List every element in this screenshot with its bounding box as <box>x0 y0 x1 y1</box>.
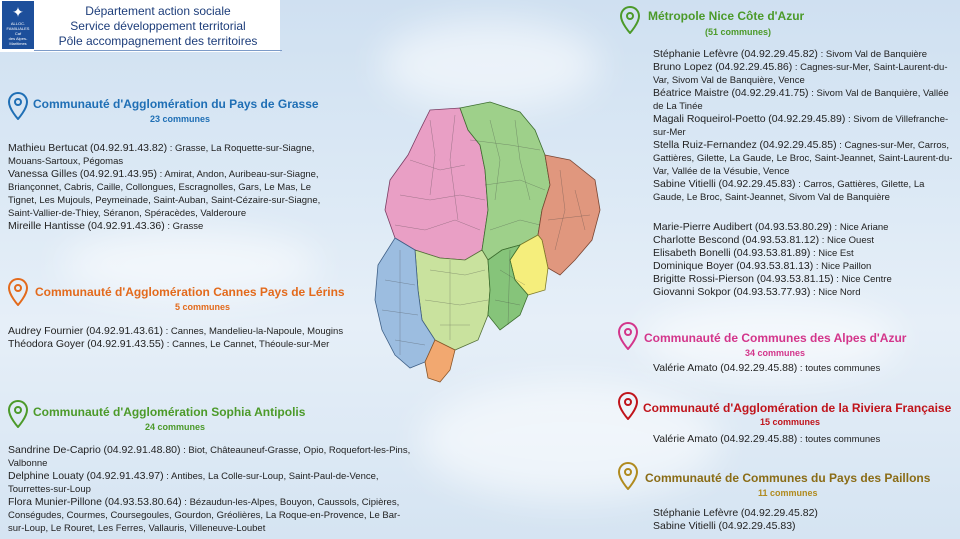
contact-phone: (04.92.91.48.80) <box>103 444 181 456</box>
contact-list <box>8 142 340 233</box>
contact-list-nice <box>653 221 953 299</box>
contact-list <box>653 362 953 375</box>
contact-name: Brigitte Rossi-Pierson <box>653 273 754 285</box>
contact-name: Valérie Amato <box>653 362 718 374</box>
contact-communes: : Biot, Châteauneuf-Grasse, Opio, Roquefort-les-Pins, Valbonne <box>8 445 411 469</box>
contact-name: Flora Munier-Pillone <box>8 496 102 508</box>
location-pin-icon <box>618 462 638 490</box>
contact-phone: (04.93.53.81.89) <box>733 247 811 259</box>
contact-communes: : Cannes, Le Cannet, Théoule-sur-Mer <box>164 339 330 350</box>
contact-communes: : Grasse, La Roquette-sur-Siagne, Mouans-Sartoux, Pégomas <box>8 143 315 167</box>
contact-communes: : Cagnes-sur-Mer, Saint-Laurent-du-Var, Sivom Val de Banquière, Vence <box>653 62 948 86</box>
contact-entry <box>653 139 953 178</box>
contact-phone: (04.92.29.45.85) <box>759 139 837 151</box>
contact-communes: : Nice Centre <box>833 274 892 285</box>
header-divider <box>34 50 282 51</box>
header <box>0 0 280 52</box>
contact-name: Stéphanie Lefèvre <box>653 507 739 519</box>
contact-entry <box>653 87 953 113</box>
contact-entry <box>653 221 953 234</box>
contact-name: Stéphanie Lefèvre <box>653 48 739 60</box>
contact-phone: (04.92.91.43.36) <box>87 220 165 232</box>
contact-entry <box>8 168 340 220</box>
contact-name: Mireille Hantisse <box>8 220 86 232</box>
contact-phone: (04.92.91.43.82) <box>90 142 168 154</box>
logo-text: ALLOC. FAMILIALES Caf des Alpes-Maritimes <box>6 21 30 46</box>
contact-list <box>8 444 413 535</box>
contact-name: Sandrine De-Caprio <box>8 444 101 456</box>
contact-communes: : Grasse <box>164 221 204 232</box>
contact-communes: : Cagnes-sur-Mer, Carros, Gattières, Gilette, La Gaude, Le Broc, Saint-Jeannet, Saint-Laurent-du-Var, Vallée de la Vésubie, Vence <box>653 140 953 177</box>
caf-logo <box>2 1 34 49</box>
contact-entry <box>653 48 953 61</box>
contact-entry <box>653 234 953 247</box>
contact-list <box>653 48 953 204</box>
location-pin-icon <box>618 392 638 420</box>
contact-name: Béatrice Maistre <box>653 87 729 99</box>
contact-entry <box>653 273 953 286</box>
contact-name: Charlotte Bescond <box>653 234 740 246</box>
commune-count: 11 communes <box>758 488 818 498</box>
contact-phone: (04.93.53.81.13) <box>736 260 814 272</box>
contact-name: Théodora Goyer <box>8 338 85 350</box>
territory-map <box>370 100 605 390</box>
commune-count: 24 communes <box>145 422 206 432</box>
contact-entry <box>8 220 340 233</box>
contact-phone: (04.92.29.45.88) <box>720 433 798 445</box>
section-title-pays-de-grasse: Communauté d'Agglomération du Pays de Grasse <box>33 97 319 111</box>
contact-entry <box>653 260 953 273</box>
contact-entry <box>653 507 953 520</box>
commune-count: 5 communes <box>175 302 231 312</box>
location-pin-icon <box>8 278 28 306</box>
commune-count: (51 communes) <box>705 27 772 37</box>
contact-entry <box>8 338 348 351</box>
contact-name: Magali Roqueirol-Poetto <box>653 113 766 125</box>
contact-phone: (04.92.29.45.82) <box>740 507 818 519</box>
section-title-riviera-francaise: Communauté d'Agglomération de la Riviera Française <box>643 401 952 415</box>
contact-entry <box>653 113 953 139</box>
location-pin-icon <box>620 6 640 34</box>
contact-entry <box>653 362 953 375</box>
contact-phone: (04.93.53.77.93) <box>733 286 811 298</box>
contact-communes: : Nice Ouest <box>819 235 875 246</box>
contact-communes: : toutes communes <box>797 363 881 374</box>
contact-name: Bruno Lopez <box>653 61 713 73</box>
commune-count: 15 communes <box>760 417 821 427</box>
contact-phone: (04.93.53.80.64) <box>104 496 182 508</box>
contact-communes: : toutes communes <box>797 434 881 445</box>
contact-list <box>653 433 953 446</box>
header-line-3: Pôle accompagnement des territoires <box>58 34 258 48</box>
location-pin-icon <box>8 400 28 428</box>
section-title-cannes-pays-de-lerins: Communauté d'Agglomération Cannes Pays de Lérins <box>35 285 345 299</box>
contact-communes: : Sivom de Villefranche-sur-Mer <box>653 114 949 138</box>
contact-communes: : Carros, Gattières, Gilette, La Gaude, Le Broc, Saint-Jeannet, Sivom Val de Banquière <box>653 179 925 203</box>
contact-phone: (04.92.91.43.97) <box>86 470 164 482</box>
contact-name: Dominique Boyer <box>653 260 734 272</box>
section-title-alpes-azur: Communauté de Communes des Alpes d'Azur <box>644 331 907 345</box>
contact-communes: : Nice Nord <box>810 287 861 298</box>
contact-name: Elisabeth Bonelli <box>653 247 731 259</box>
header-line-1: Département action sociale <box>85 4 231 18</box>
contact-entry <box>653 247 953 260</box>
contact-entry <box>8 444 413 470</box>
contact-name: Sabine Vitielli <box>653 520 716 532</box>
contact-phone: (04.92.29.45.86) <box>715 61 793 73</box>
cloud-decoration <box>380 20 600 110</box>
contact-name: Mathieu Bertucat <box>8 142 88 154</box>
contact-name: Vanessa Gilles <box>8 168 78 180</box>
contact-name: Sabine Vitielli <box>653 178 716 190</box>
contact-phone: (04.92.29.41.75) <box>731 87 809 99</box>
contact-phone: (04.92.29.45.82) <box>740 48 818 60</box>
location-pin-icon <box>618 322 638 350</box>
contact-phone: (04.92.29.45.88) <box>720 362 798 374</box>
contact-name: Audrey Fournier <box>8 325 84 337</box>
contact-name: Delphine Louaty <box>8 470 84 482</box>
section-title-sophia-antipolis: Communauté d'Agglomération Sophia Antipolis <box>33 405 306 419</box>
contact-phone: (04.92.29.45.89) <box>768 113 846 125</box>
commune-count: 23 communes <box>150 114 211 124</box>
contact-entry <box>653 520 953 533</box>
logo-emblem-icon: ✦ <box>12 4 24 20</box>
contact-phone: (04.93.53.81.12) <box>742 234 820 246</box>
contact-entry <box>653 178 953 204</box>
contact-entry <box>8 325 348 338</box>
contact-phone: (04.93.53.81.15) <box>756 273 834 285</box>
contact-entry <box>8 142 340 168</box>
contact-phone: (04.92.91.43.55) <box>87 338 165 350</box>
contact-phone: (04.93.53.80.29) <box>754 221 832 233</box>
contact-communes: : Nice Est <box>810 248 854 259</box>
contact-communes: : Sivom Val de Banquière, Vallée de La Tinée <box>653 88 949 112</box>
contact-communes: : Nice Ariane <box>831 222 889 233</box>
contact-entry <box>8 496 413 535</box>
contact-phone: (04.92.29.45.83) <box>718 520 796 532</box>
contact-communes: : Cannes, Mandelieu-la-Napoule, Mougins <box>163 326 344 337</box>
commune-count: 34 communes <box>745 348 806 358</box>
contact-communes: : Bézaudun-les-Alpes, Bouyon, Caussols, Cipières, Conségudes, Courmes, Coursegoules, Gourdon, Gréolières, La Roque-en-Provence, Le Bar-sur-Loup, Le Rouret, Les Ferres, Vallauris, Villeneuve-Loubet <box>8 497 401 534</box>
contact-communes: : Sivom Val de Banquière <box>817 49 928 60</box>
contact-list <box>653 507 953 533</box>
contact-phone: (04.92.29.45.83) <box>718 178 796 190</box>
contact-communes: : Antibes, La Colle-sur-Loup, Saint-Paul-de-Vence, Tourrettes-sur-Loup <box>8 471 379 495</box>
contact-name: Giovanni Sokpor <box>653 286 731 298</box>
location-pin-icon <box>8 92 28 120</box>
section-title-pays-des-paillons: Communauté de Communes du Pays des Paillons <box>645 471 931 485</box>
contact-phone: (04.92.91.43.95) <box>79 168 157 180</box>
contact-communes: : Amirat, Andon, Auribeau-sur-Siagne, Briançonnet, Cabris, Caille, Collongues, Escragnolles, Gars, Le Mas, Le Tignet, Les Mujouls, Peymeinade, Saint-Auban, Saint-Cézaire-sur-Siagne, Saint-Vallier-de-Thiey, Séranon, Spéracèdes, Valderoure <box>8 169 321 219</box>
contact-entry <box>653 433 953 446</box>
contact-communes: : Nice Paillon <box>813 261 872 272</box>
contact-name: Valérie Amato <box>653 433 718 445</box>
contact-phone: (04.92.91.43.61) <box>85 325 163 337</box>
contact-entry <box>8 470 413 496</box>
contact-list <box>8 325 348 351</box>
header-line-2: Service développement territorial <box>70 19 246 33</box>
section-title-metropole-nice: Métropole Nice Côte d'Azur <box>648 9 805 23</box>
contact-entry <box>653 286 953 299</box>
contact-entry <box>653 61 953 87</box>
contact-name: Stella Ruiz-Fernandez <box>653 139 757 151</box>
contact-name: Marie-Pierre Audibert <box>653 221 753 233</box>
